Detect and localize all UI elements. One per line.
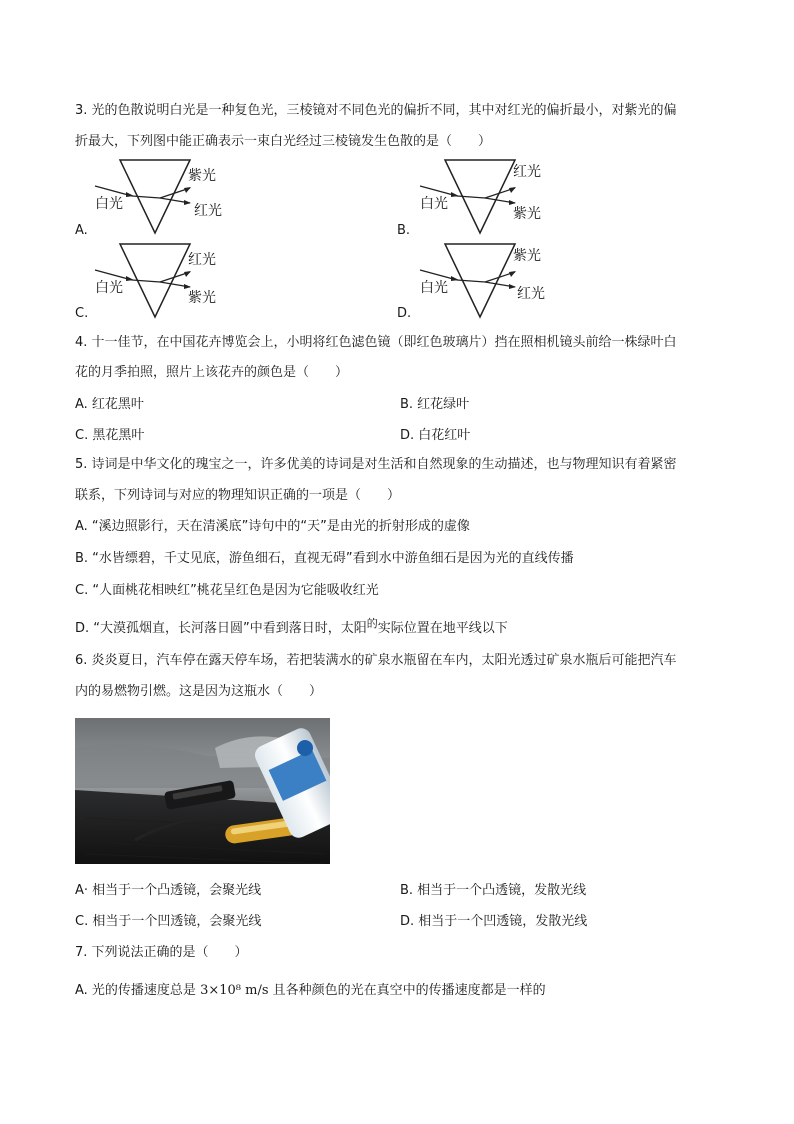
q4-stem-line1: 4. 十一佳节，在中国花卉博览会上，小明将红色滤色镜（即红色玻璃片）挡在照相机镜头前给一株绿叶白 (75, 335, 677, 350)
q4-option-b[interactable]: B. 红花绿叶 (400, 397, 470, 412)
q7-a-text-post: 且各种颜色的光在真空中的传播速度都是一样的 (272, 983, 546, 998)
prism-a (120, 160, 190, 233)
q3-stem-line2: 折最大，下列图中能正确表示一束白光经过三棱镜发生色散的是（ ） (75, 134, 492, 149)
q6-option-c[interactable]: C. 相当于一个凹透镜，会聚光线 (75, 914, 262, 929)
q3-option-c-letter[interactable]: C. (75, 306, 89, 321)
q3-a-top-label: 紫光 (188, 168, 216, 184)
q6-stem-line1: 6. 炎炎夏日，汽车停在露天停车场，若把装满水的矿泉水瓶留在车内，太阳光透过矿泉水瓶后可能把汽车 (75, 653, 677, 668)
q4-stem-line2: 花的月季拍照，照片上该花卉的颜色是（ ） (75, 365, 349, 380)
q5-option-c[interactable]: C. “人面桃花相映红”桃花呈红色是因为它能吸收红光 (75, 583, 379, 598)
q5-stem-line2: 联系，下列诗词与对应的物理知识正确的一项是（ ） (75, 488, 401, 503)
q3-option-c-figure[interactable] (90, 242, 250, 326)
q5-option-a[interactable]: A. “溪边照影行，天在清溪底”诗句中的“天”是由光的折射形成的虚像 (75, 519, 470, 534)
q6-option-b[interactable]: B. 相当于一个凸透镜，发散光线 (400, 883, 587, 898)
q3-option-d-figure[interactable] (415, 242, 575, 326)
q3-option-d-letter[interactable]: D. (397, 306, 412, 321)
prism-b (445, 160, 515, 233)
q7-a-speed-formula: 3×10⁸ m/s (200, 983, 269, 998)
car-dashboard-photo (75, 718, 330, 864)
q6-option-d[interactable]: D. 相当于一个凹透镜，发散光线 (400, 914, 588, 929)
q5-d-text-post: 实际位置在地平线以下 (377, 621, 508, 636)
q6-option-a[interactable]: A· 相当于一个凸透镜，会聚光线 (75, 883, 262, 898)
q3-b-white-label: 白光 (420, 196, 448, 212)
q3-d-white-label: 白光 (420, 280, 448, 296)
q3-option-b-figure[interactable] (415, 158, 575, 242)
q3-d-bottom-label: 红光 (517, 286, 545, 302)
q7-option-a[interactable] (75, 982, 546, 1000)
q4-option-c[interactable]: C. 黑花黑叶 (75, 428, 145, 443)
q6-stem-line2: 内的易燃物引燃。这是因为这瓶水（ ） (75, 684, 323, 699)
q3-option-b-letter[interactable]: B. (397, 223, 411, 238)
q3-c-white-label: 白光 (95, 280, 123, 296)
q3-b-bottom-label: 紫光 (513, 206, 541, 222)
prism-d (445, 244, 515, 317)
q5-stem-line1: 5. 诗词是中华文化的瑰宝之一，许多优美的诗词是对生活和自然现象的生动描述，也与物理知识有着紧密 (75, 457, 677, 472)
q5-d-de: 的 (366, 617, 378, 630)
q5-option-d[interactable] (75, 617, 508, 638)
q4-option-d[interactable]: D. 白花红叶 (400, 428, 471, 443)
prism-c (120, 244, 190, 317)
q3-option-a-letter[interactable]: A. (75, 223, 88, 238)
q3-option-a-figure[interactable] (90, 158, 250, 242)
q3-c-top-label: 红光 (188, 252, 216, 268)
q3-stem-line1: 3. 光的色散说明白光是一种复色光，三棱镜对不同色光的偏折不同，其中对红光的偏折最小，对紫光的偏 (75, 103, 677, 118)
q7-a-text-pre: A. 光的传播速度总是 (75, 983, 196, 998)
q5-option-b[interactable]: B. “水皆缥碧，千丈见底，游鱼细石，直视无碍”看到水中游鱼细石是因为光的直线传播 (75, 551, 574, 566)
q5-d-text-pre: D. “大漠孤烟直，长河落日圆”中看到落日时，太阳 (75, 621, 367, 636)
q3-a-bottom-label: 红光 (194, 203, 222, 219)
q4-option-a[interactable]: A. 红花黑叶 (75, 397, 144, 412)
q3-a-white-label: 白光 (95, 196, 123, 212)
q3-d-top-label: 紫光 (513, 248, 541, 264)
q7-stem: 7. 下列说法正确的是（ ） (75, 945, 248, 960)
q3-b-top-label: 红光 (513, 164, 541, 180)
q3-c-bottom-label: 紫光 (188, 290, 216, 306)
